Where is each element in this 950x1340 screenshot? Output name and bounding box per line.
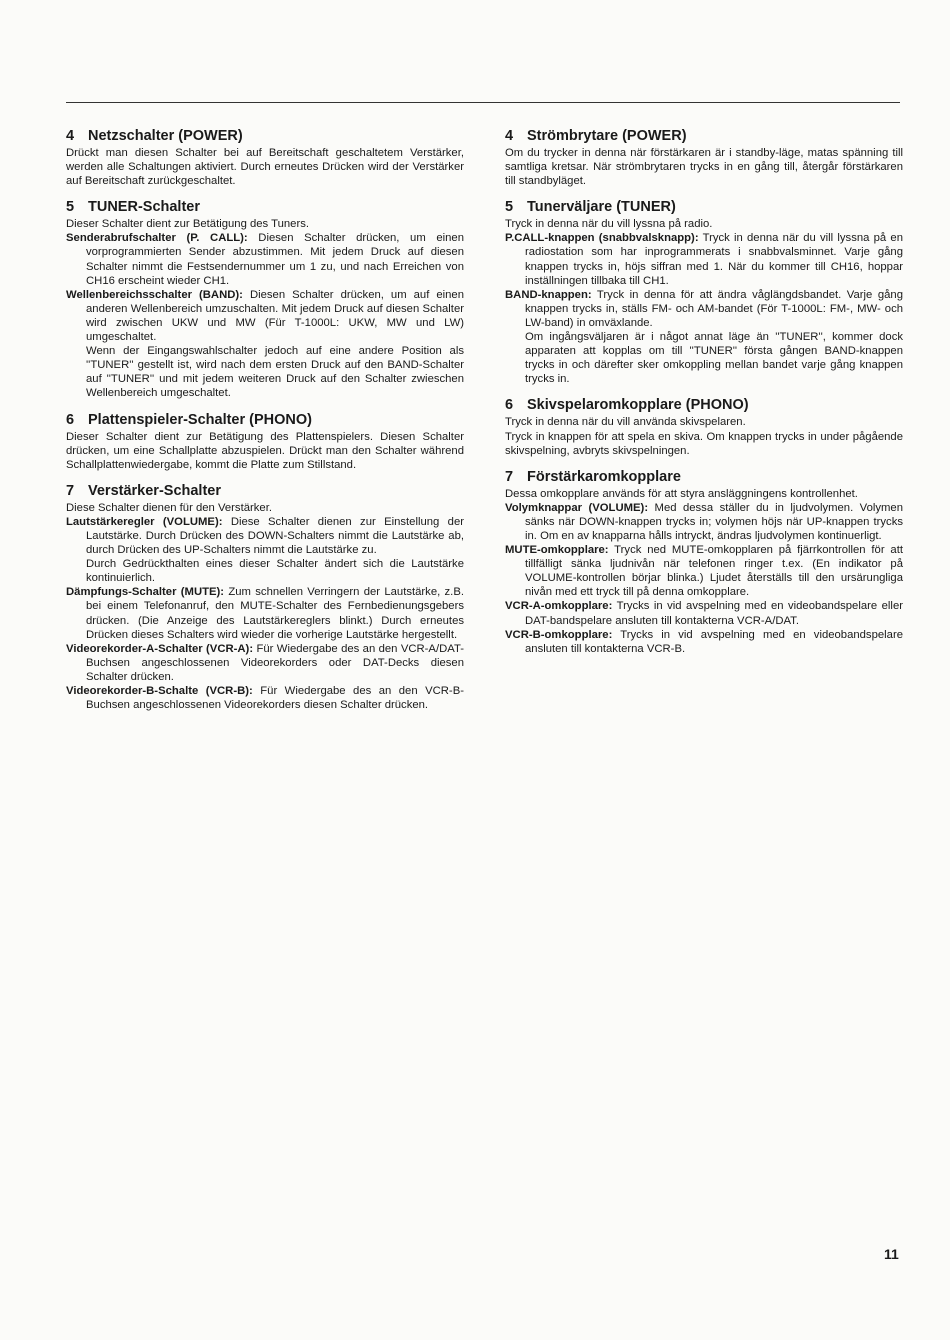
item-term: Videorekorder-A-Schalter (VCR-A): — [66, 642, 254, 655]
item-term: VCR-A-omkopplare: — [505, 600, 613, 613]
item-term: Wellenbereichsschalter (BAND): — [66, 288, 243, 301]
section-number: 6 — [505, 397, 514, 414]
definition-item — [505, 231, 903, 287]
item-term: Dämpfungs-Schalter (MUTE): — [66, 586, 225, 599]
definition-item — [505, 543, 903, 599]
section-title: TUNER-Schalter — [88, 199, 200, 216]
item-term: Senderabrufschalter (P. CALL): — [66, 232, 248, 245]
definition-item — [505, 628, 903, 656]
item-text: Tryck in denna när du vill lyssna på en radiostation som har inprogrammerats i snabbvalsminnet. Varje gång knappen trycks in, höjs siffran med 1. När du kommer till CH16, hoppar inställningen tillbaka till CH1. — [525, 232, 903, 287]
section-number: 5 — [66, 199, 75, 216]
section-heading — [505, 469, 903, 486]
definition-item — [66, 288, 464, 344]
definition-item — [505, 501, 903, 543]
item-text: Tryck in denna för att ändra våglängdsbandet. Varje gång knappen trycks in, ställs FM- och AM-bandet (För T-1000L: FM-, MW- och LW-band) in omväxlande. — [525, 288, 903, 329]
section-title: Skivspelaromkopplare (PHONO) — [527, 397, 749, 414]
section-7 — [66, 483, 464, 712]
item-term: VCR-B-omkopplare: — [505, 628, 613, 641]
item-term: Volymknappar (VOLUME): — [505, 501, 649, 514]
item-text: Diese Schalter dienen zur Einstellung der Lautstärke. Durch Drücken des DOWN-Schalters nimmt die Lautstärke ab, durch Drücken des UP-Schalters nimmt die Lautstärke zu. — [86, 515, 464, 557]
paragraph: Om du trycker in denna när förstärkaren är i standby-läge, matas spänning till samtliga kretsar. När strömbrytaren trycks in en gång till, återgår förstärkaren till standbyläget. — [505, 147, 903, 188]
section-title: Verstärker-Schalter — [88, 482, 221, 499]
section-6 — [66, 412, 464, 472]
section-title: Tunerväljare (TUNER) — [527, 199, 676, 216]
section-heading — [66, 483, 464, 500]
item-text: Tryck ned MUTE-omkopplaren på fjärrkontrollen för att tillfälligt sänka ljudnivån när telefonen ringer t.ex. (En indikator på VOLUME-kontrollen börjar blinka.) Ljudet återställs till den ursärungliga nivån med ett tryck till på denna omkopplare. — [525, 544, 903, 599]
indented-paragraph: Om ingångsväljaren är i något annat läge än ''TUNER'', kommer dock apparaten att kopplas om till ''TUNER'' första gången BAND-knappen trycks in och därefter sker omkoppling mellan bandet varje gång knappen trycks in. — [525, 331, 903, 386]
section-heading — [66, 128, 464, 145]
definition-item — [66, 642, 464, 684]
item-term: Lautstärkeregler (VOLUME): — [66, 515, 223, 528]
section-heading — [505, 199, 903, 216]
section-7 — [505, 469, 903, 656]
paragraph: Drückt man diesen Schalter bei auf Bereitschaft geschaltetem Verstärker, werden alle Schaltungen aktiviert. Durch erneutes Drücken wird der Verstärker auf Bereitschaft zurückgeschaltet. — [66, 147, 464, 188]
paragraph: Tryck in denna när du vill använda skivspelaren. — [505, 416, 746, 429]
section-heading — [66, 412, 464, 429]
paragraph: Diese Schalter dienen für den Verstärker. — [66, 501, 272, 514]
definition-item — [66, 515, 464, 557]
section-number: 7 — [505, 468, 514, 485]
item-term: P.CALL-knappen (snabbvalsknapp): — [505, 232, 699, 245]
item-text: Für Wiedergabe des an den VCR-B-Buchsen angeschlossenen Videorekorders diesen Schalter drücken. — [86, 685, 464, 712]
section-number: 6 — [66, 411, 75, 428]
item-text: Zum schnellen Verringern der Lautstärke, z.B. bei einem Telefonanruf, den MUTE-Schalter des Fernbedienungsgebers drücken. (Die Anzeige des Lautstärkereglers blinkt.) Durch erneutes Drücken dieses Schalters wird wieder die vorherige Lautstärke hergestellt. — [86, 586, 464, 641]
definition-item — [66, 585, 464, 641]
definition-item — [66, 684, 464, 712]
section-title: Netzschalter (POWER) — [88, 128, 243, 144]
definition-item — [505, 599, 903, 627]
item-text: Für Wiedergabe des an den VCR-A/DAT-Buchsen angeschlossenen Videorekorders oder DAT-Decks diesen Schalter drücken. — [86, 642, 464, 683]
item-term: Videorekorder-B-Schalte (VCR-B): — [66, 685, 253, 697]
item-term: BAND-knappen: — [505, 288, 592, 301]
paragraph: Dieser Schalter dient zur Betätigung des Tuners. — [66, 218, 310, 231]
section-5 — [66, 199, 464, 400]
section-number: 4 — [66, 128, 75, 144]
paragraph: Dieser Schalter dient zur Betätigung des Plattenspielers. Diesen Schalter drücken, um eine Schallplatte abzuspielen. Drückt man den Schalter während Schallplattenwiedergabe, kommt die Platte zum Stillstand. — [66, 430, 464, 471]
item-term: MUTE-omkopplare: — [505, 544, 609, 557]
paragraph: Tryck in denna när du vill lyssna på radio. — [505, 218, 713, 231]
german-column — [66, 128, 464, 723]
section-title: Strömbrytare (POWER) — [527, 128, 687, 144]
top-rule — [66, 102, 900, 103]
section-number: 7 — [66, 482, 75, 499]
item-text: Trycks in vid avspelning med en videobandspelare ansluten till kontakterna VCR-B. — [525, 628, 903, 655]
section-title: Plattenspieler-Schalter (PHONO) — [88, 411, 312, 428]
item-text: Diesen Schalter drücken, um auf einen anderen Wellenbereich umzuschalten. Mit jedem Druck auf diesen Schalter wird zwischen UKW und MW (Für T-1000L: UKW, MW und LW) umgeschaltet. — [86, 288, 464, 344]
section-4 — [505, 128, 903, 188]
section-title: Förstärkaromkopplare — [527, 468, 681, 485]
page-number: 11 — [884, 1246, 899, 1262]
item-text: Med dessa ställer du in ljudvolymen. Volymen sänks när DOWN-knappen trycks in; volymen höjs när UP-knappen trycks in. Om en av knapparna hålls intryckt, ändras ljudvolymen kontinuerligt. — [525, 501, 903, 542]
section-heading — [505, 397, 903, 414]
paragraph: Tryck in knappen för att spela en skiva. Om knappen trycks in under pågående skivspelning, avbryts skivspelningen. — [505, 430, 903, 457]
item-text: Trycks in vid avspelning med en videobandspelare eller DAT-bandspelare ansluten till kontakterna VCR-A/DAT. — [525, 600, 903, 627]
section-number: 4 — [505, 128, 514, 144]
item-text: Diesen Schalter drücken, um einen vorprogrammierten Sender abzustimmen. Mit jedem Druck auf diesen Schalter nimmt die Festsendernummer um 1 zu, und nach Erreichen von CH16 erscheint wieder CH1. — [86, 232, 464, 287]
indented-paragraph: Wenn der Eingangswahlschalter jedoch auf eine andere Position als ''TUNER'' gestellt ist, wird nach dem ersten Druck auf den BAND-Schalter auf ''TUNER'' und mit jedem weiteren Druck auf den Schalter zwieschen Wellenbereich umgeschaltet. — [86, 345, 464, 400]
paragraph: Dessa omkopplare används för att styra ansläggningens kontrollenhet. — [505, 487, 858, 500]
swedish-column — [505, 128, 903, 667]
section-number: 5 — [505, 199, 514, 216]
definition-item — [505, 288, 903, 330]
section-6 — [505, 397, 903, 457]
section-heading — [66, 199, 464, 216]
section-heading — [505, 128, 903, 145]
section-5 — [505, 199, 903, 386]
section-4 — [66, 128, 464, 188]
indented-paragraph: Durch Gedrückthalten eines dieser Schalter ändert sich die Lautstärke kontinuierlich. — [86, 558, 464, 585]
definition-item — [66, 231, 464, 287]
